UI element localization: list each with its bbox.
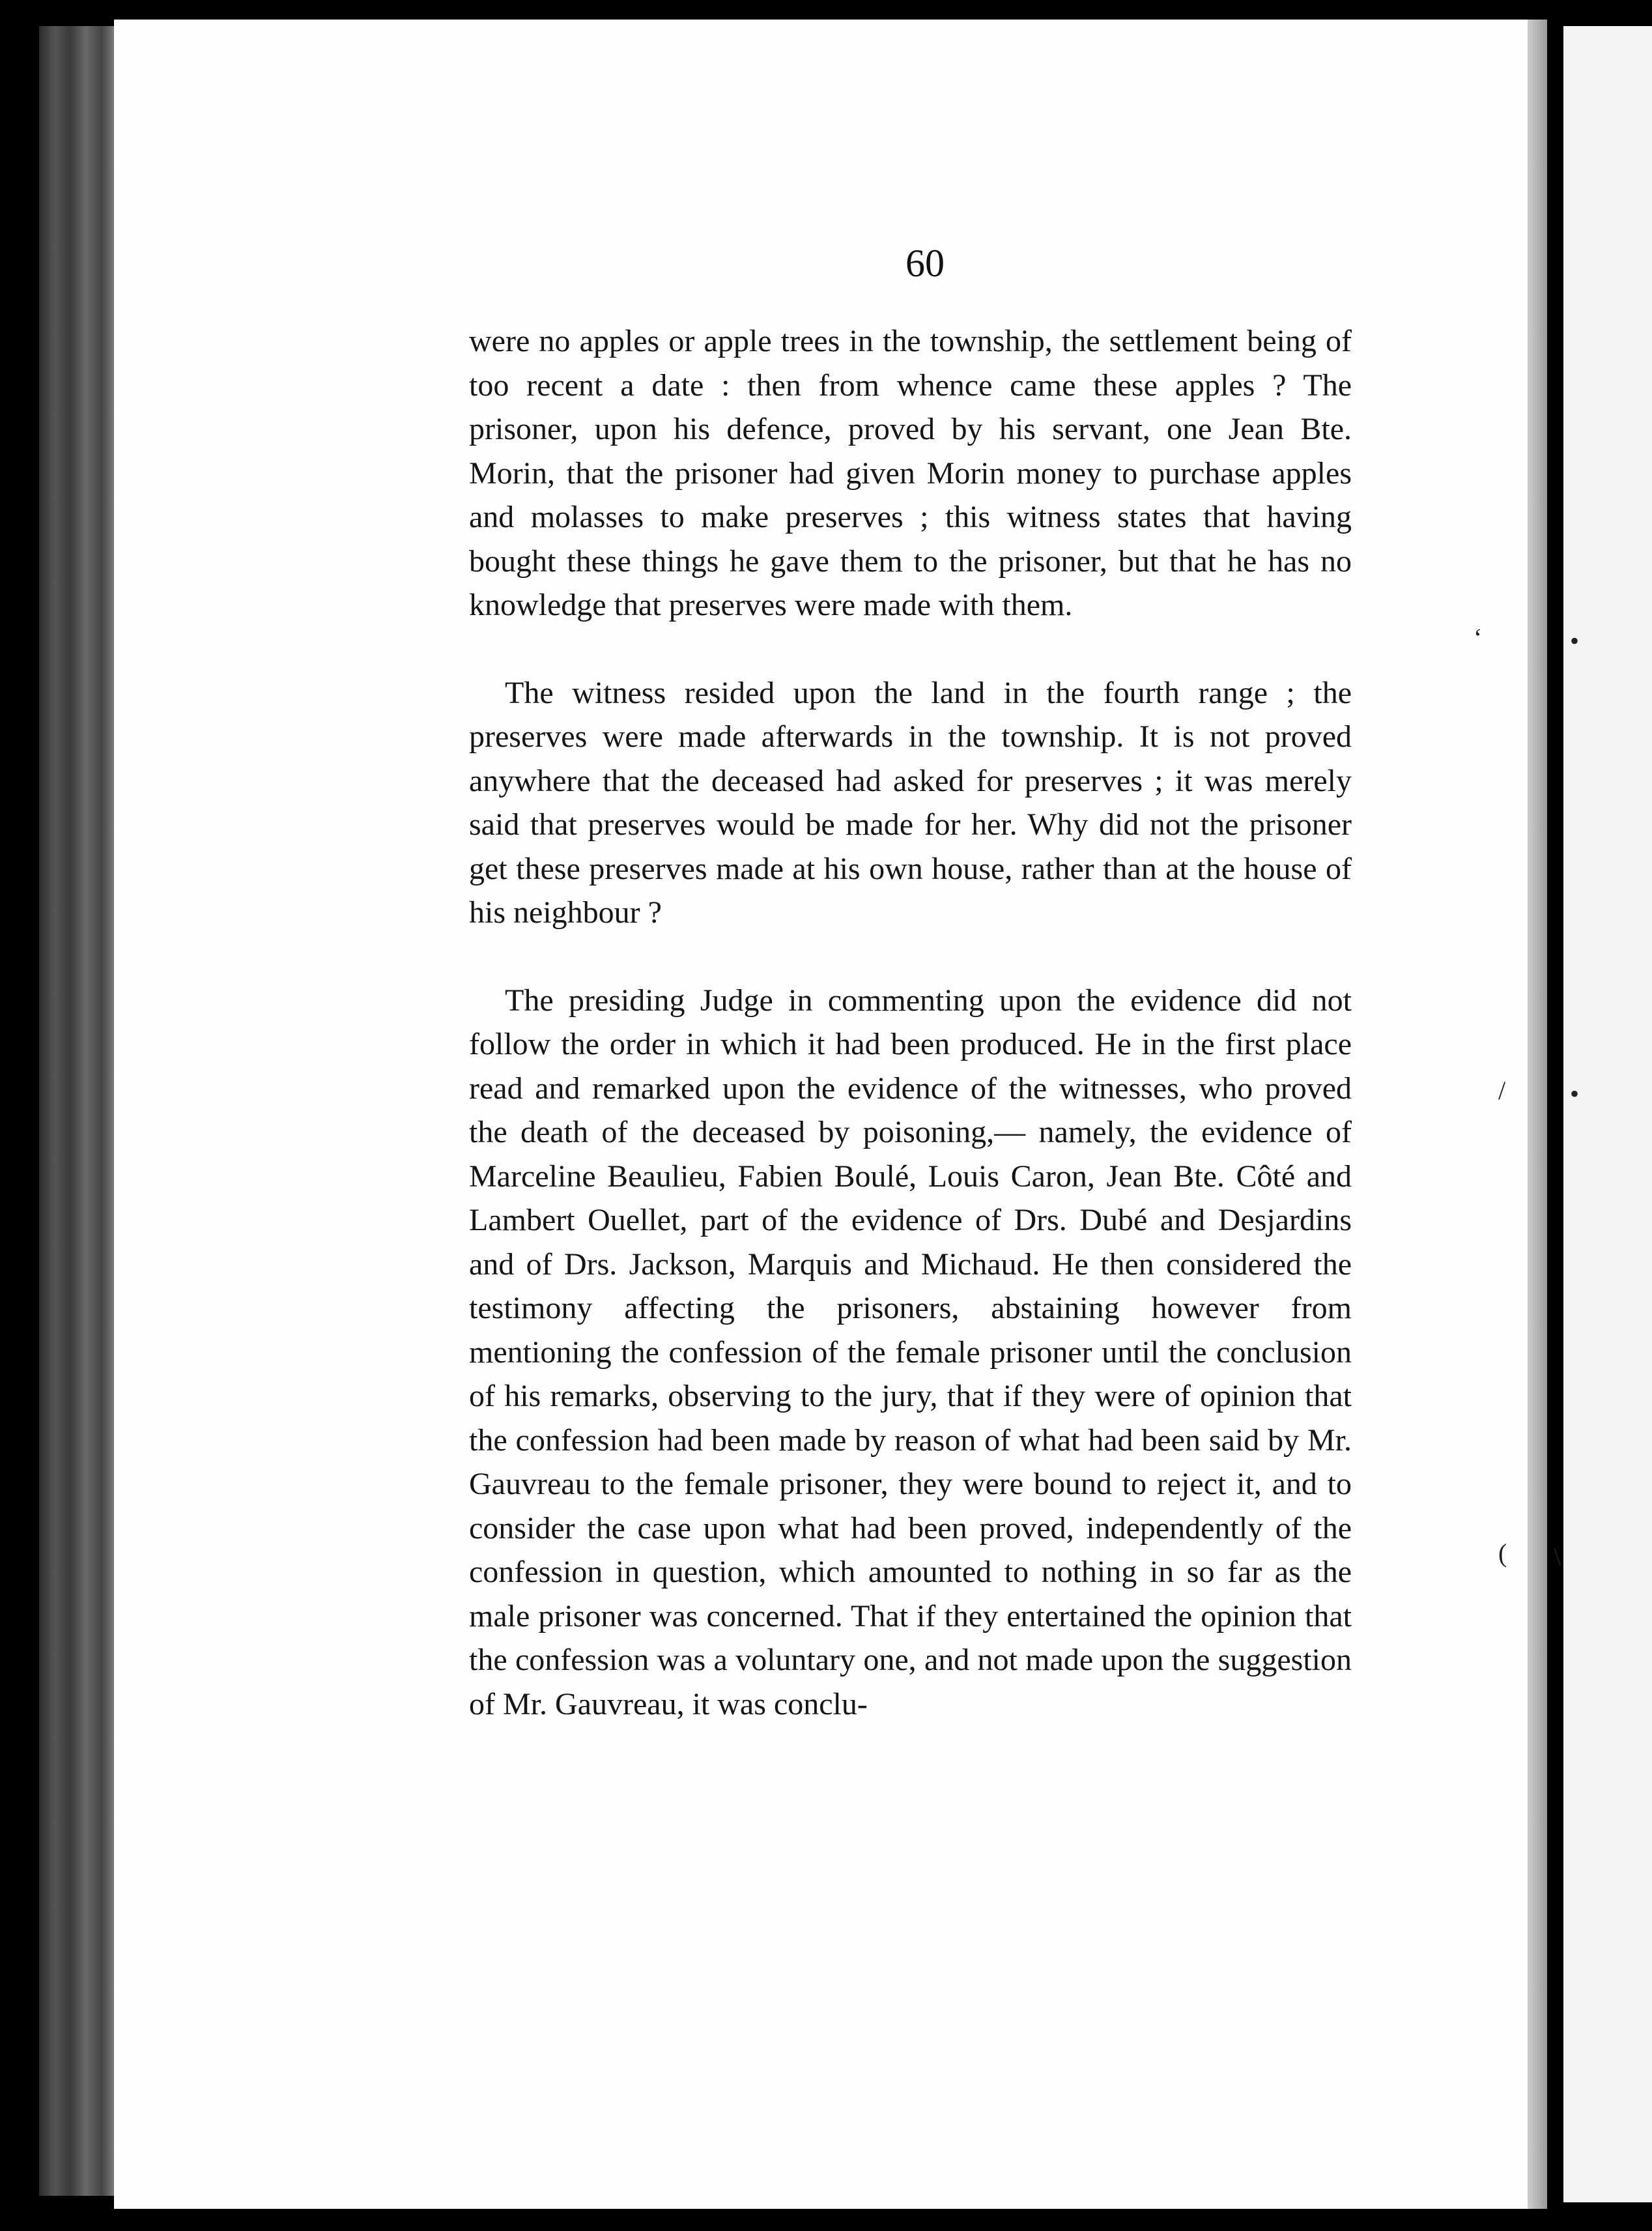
paragraph-1: were no apples or apple trees in the township, the settlement being of too recent a date : then from whence came these apples ? The prisoner, upon his defence, proved by his servant, one Jean Bte. Morin, that the prisoner had given Morin money to purchase apples and molasses to make preserves ; this witness states that having bought these things he gave them to the prisoner, but that he has no knowledge that preserves were made with them. xyxy=(469,324,1352,622)
margin-mark: ( xyxy=(1498,1538,1507,1568)
margin-mark: \ xyxy=(1554,1542,1561,1571)
margin-mark: ‘ xyxy=(1474,623,1483,652)
page-number: 60 xyxy=(905,242,945,285)
book-binding-edge xyxy=(39,26,117,2196)
paragraph-3: The presiding Judge in commenting upon the evidence did not follow the order in which it had been produced. He in the first place read and remarked upon the evidence of the witnesses, who proved the death of the deceased by poisoning,— namely, the evidence of Marceline Beaulieu, Fabien Boulé, Louis Caron, Jean Bte. Côté and Lambert Ouellet, part of the evidence of Drs. Dubé and Desjardins and of Drs. Jackson, Marquis and Michaud. He then considered the testimony affecting the prisoners, abstaining however from mentioning the confession of the female prisoner until the conclusion of his remarks, observing to the jury, that if they were of opinion that the confession had been made by reason of what had been said by Mr. Gauvreau to the female prisoner, they were bound to reject it, and to consider the case upon what had been proved, independently of the confession in question, which amounted to nothing in so far as the male prisoner was concerned. That if they entertained the opinion that the confession was a voluntary one, and not made upon the suggestion of Mr. Gauvreau, it was conclu- xyxy=(469,983,1352,1721)
margin-mark: • xyxy=(1570,626,1580,655)
margin-mark: / xyxy=(1498,1076,1506,1105)
page-edge-shadow xyxy=(1528,20,1547,2209)
paragraph-2: The witness resided upon the land in the fourth range ; the preserves were made afterwards in the township. It is not proved anywhere that the deceased had asked for preserves ; it was merely said that preserves would be made for her. Why did not the prisoner get these preserves made at his own house, rather than at the house of his neighbour ? xyxy=(469,675,1352,930)
adjacent-page xyxy=(1563,26,1652,2202)
margin-mark: • xyxy=(1570,1079,1580,1108)
body-text xyxy=(469,319,1352,1726)
